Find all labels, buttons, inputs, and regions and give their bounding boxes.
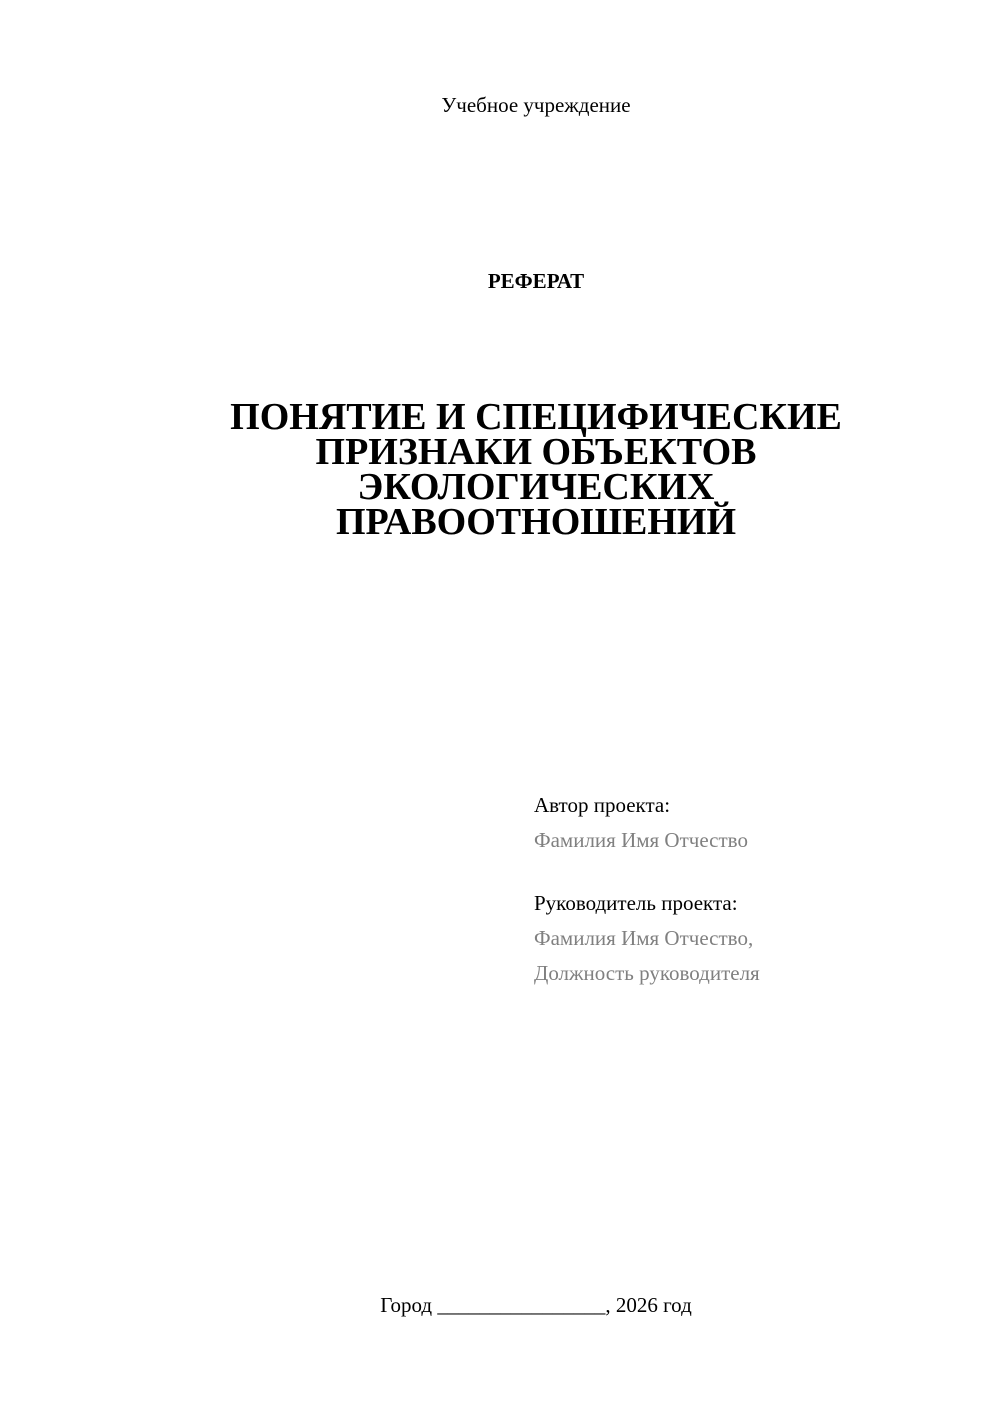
supervisor-label: Руководитель проекта: — [534, 891, 738, 915]
author-block — [534, 788, 974, 858]
institution-name: Учебное учреждение — [441, 93, 631, 117]
year-text: , 2026 год — [605, 1293, 692, 1317]
credits-block — [534, 788, 974, 1019]
document-title — [200, 396, 872, 543]
supervisor-name: Фамилия Имя Отчество, — [534, 926, 754, 950]
supervisor-block — [534, 886, 974, 991]
author-label: Автор проекта: — [534, 793, 671, 817]
footer-city-year — [0, 1291, 1000, 1319]
city-label: Город — [380, 1293, 433, 1317]
author-name: Фамилия Имя Отчество — [534, 828, 748, 852]
city-blank: ________________ — [437, 1293, 606, 1317]
title-line-3: ЭКОЛОГИЧЕСКИХ — [357, 466, 715, 508]
title-line-1: ПОНЯТИЕ И СПЕЦИФИЧЕСКИЕ — [230, 396, 842, 438]
supervisor-position: Должность руководителя — [534, 961, 760, 985]
document-type: РЕФЕРАТ — [487, 269, 585, 293]
title-line-4: ПРАВООТНОШЕНИЙ — [335, 501, 737, 543]
title-line-2: ПРИЗНАКИ ОБЪЕКТОВ — [315, 431, 757, 473]
